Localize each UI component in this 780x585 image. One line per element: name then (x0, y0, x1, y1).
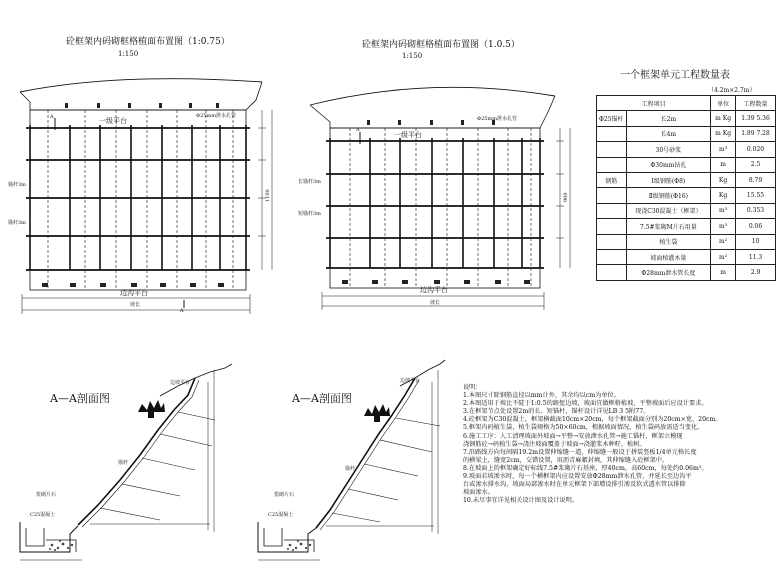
table-row (597, 234, 776, 249)
left-plan-width-label: 坡长 (130, 302, 141, 308)
right-plan-dimensions (322, 128, 570, 310)
row-unit: m³ (711, 142, 736, 157)
row-group (597, 126, 627, 141)
notes-lines (463, 392, 779, 505)
left-plan-section-mark-top: A (50, 114, 54, 120)
row-item: Φ28mm泄水管长度 (626, 265, 711, 280)
row-item: Ⅰ级钢筋(Φ8) (626, 172, 711, 187)
right-section-drawing (258, 360, 445, 560)
table-row (597, 142, 776, 157)
row-qty: 0.353 (736, 203, 776, 218)
quantity-table (596, 95, 776, 281)
row-item: 长2m (626, 111, 711, 126)
note-line: 的横梁上，缝宽2cm，交错设置，用沥青麻絮封填，其伸缩缝入砼框架中。 (463, 456, 669, 464)
design-notes (463, 384, 779, 505)
row-group (597, 203, 627, 218)
row-group (597, 265, 627, 280)
row-group (597, 219, 627, 234)
note-line: 2.本图适用于坡比不陡于1:0.5的路堑边坡，坡面宜做框格植坡，平整坡面后应设计要求。 (463, 400, 708, 408)
right-plan-height-dim: 900 (563, 192, 569, 202)
left-plan-scale: 1:150 (118, 50, 139, 58)
right-plan-anchor-lines (350, 128, 531, 288)
quantity-table-header (597, 96, 776, 111)
right-plan-drawing (310, 87, 570, 310)
row-item: 现浇C30混凝土（框架） (626, 203, 711, 218)
right-plan-anchor-label: 长锚杆3m (298, 179, 321, 185)
left-section-anchors (100, 412, 215, 520)
row-qty: 11.3 (736, 249, 776, 264)
left-plan-height-dim: 1100 (265, 189, 271, 202)
right-plan-scale: 1:150 (402, 52, 423, 60)
row-item: 长4m (626, 126, 711, 141)
right-section-label-b: 锚杆 (345, 466, 356, 472)
row-group: 钢筋 (597, 172, 627, 187)
row-unit: m² (711, 249, 736, 264)
left-section-label-c: 浆砌片石 (36, 492, 57, 498)
left-plan-section-mark-bottom: A (180, 308, 184, 314)
note-line: 3.在框架节点处设置2m的长、短锚杆，锚杆设计详见LB 3 5附77。 (463, 408, 650, 416)
right-section-title: A—A剖面图 (292, 392, 352, 405)
right-plan-section-mark-top: A (356, 127, 360, 133)
table-row (597, 249, 776, 264)
right-section-label-c: 浆砌片石 (274, 492, 295, 498)
right-section-shrub-icon (364, 404, 390, 422)
row-qty: 1.39 5.36 (736, 111, 776, 126)
row-qty: 10 (736, 234, 776, 249)
left-section-shrub-icon (138, 400, 165, 418)
row-qty: 0.06 (736, 219, 776, 234)
right-plan-platform-top: 一级平台 (394, 131, 422, 139)
left-plan-platform-bottom: 边沟平台 (120, 289, 148, 297)
right-plan-horizontal-beams (326, 141, 544, 268)
left-plan-terrain-line (20, 79, 262, 92)
left-section-label-a: 边坡平台 (170, 380, 191, 386)
row-group (597, 188, 627, 203)
row-qty: 1.89 7.28 (736, 126, 776, 141)
left-section-ditch (20, 522, 78, 552)
left-plan-anchor-lines (48, 110, 233, 290)
note-line: 浇钢筋砼→码植生袋→浇注坡面覆盖于坡面→浇灌浆木种籽，植树。 (463, 440, 646, 448)
notes-heading: 说明： (463, 384, 482, 391)
row-group (597, 234, 627, 249)
left-plan-platform-top: 一级平台 (99, 117, 127, 125)
quantity-table-title: 一个框架单元工程数量表 (620, 70, 730, 81)
note-line: 7.沿路线方向每间隔19.2m设置伸缩缝一道，伸缩缝一般设于拼装竖板1/4单元格长度 (463, 448, 697, 456)
row-unit: m Kg (711, 126, 736, 141)
row-item: Ⅱ级钢筋(Φ16) (626, 188, 711, 203)
left-plan-title: 砼框架内码砌框格植面布置图（1:0.75） (66, 37, 230, 47)
note-line: 10.未尽事宜详见相关设计图及设计说明。 (463, 497, 579, 505)
row-unit: m³ (711, 219, 736, 234)
row-unit: m² (711, 234, 736, 249)
row-group: Φ25锚杆 (597, 111, 627, 126)
row-unit: m Kg (711, 111, 736, 126)
row-unit: m (711, 157, 736, 172)
table-row (597, 172, 776, 187)
left-plan-frame-outline (30, 110, 246, 270)
note-line: 5.框架内码植生袋，植生袋规格为50×60cm，根据坡面情况，植生袋码放需适当变化。 (463, 424, 704, 432)
row-qty: 2.9 (736, 265, 776, 280)
table-row (597, 219, 776, 234)
note-line: 坡面渗水。 (463, 489, 494, 497)
note-line: 8.在坡面上的框架确定好标线7.5#浆砌片石基座，厚40cm，高60cm，每处约0.06m³。 (463, 464, 708, 472)
row-item: Φ30mm钻孔 (626, 157, 711, 172)
row-qty: 0.020 (736, 142, 776, 157)
right-plan-platform-bottom: 边沟平台 (420, 286, 448, 294)
header-unit: 单位 (711, 96, 736, 111)
right-plan-frame-outline (330, 128, 540, 268)
left-plan-horizontal-beams (26, 128, 250, 270)
row-unit: Kg (711, 172, 736, 187)
row-group (597, 157, 627, 172)
table-row (597, 111, 776, 126)
note-line: 4.砼框架为C30混凝土，框架横截面10cm×20cm，每个框架截面分别为20cm×宽，20cm。 (463, 416, 722, 424)
right-plan-anchor-label-2: 短锚杆3m (298, 211, 321, 217)
row-unit: Kg (711, 188, 736, 203)
row-item: 30号砂浆 (626, 142, 711, 157)
row-group (597, 249, 627, 264)
row-group (597, 142, 627, 157)
note-line: 台或渗水排水沟，坡面局部渗水时在单元框架下部增设排引渗及软式透水管以排除 (463, 481, 686, 489)
row-item: 坡面植灌木量 (626, 249, 711, 264)
table-row (597, 126, 776, 141)
right-plan-pipe-label: Φ25mm泄水孔管 (477, 116, 517, 122)
left-section-label-d: C25混凝土 (30, 512, 56, 518)
right-section-label-a: 边坡平台 (400, 378, 421, 384)
note-line: 1.本图尺寸除钢筋直径以mm计外，其余均以cm为单位。 (463, 392, 620, 400)
left-plan-anchor-label-2: 锚杆3m (8, 220, 26, 226)
quantity-table-unit-note: （4.2m×2.7m） (708, 87, 756, 94)
table-row (597, 203, 776, 218)
right-plan-width-label: 坡长 (430, 300, 441, 306)
left-section-label-b: 锚杆 (118, 460, 129, 466)
row-qty: 8.79 (736, 172, 776, 187)
table-row (597, 157, 776, 172)
left-plan-anchor-label: 锚杆3m (8, 182, 26, 188)
note-line: 6.施工工序：人工清理坡面外坡面→平整→安放泄水孔管→施工锚杆，框架立模现 (463, 432, 683, 440)
table-row (597, 265, 776, 280)
row-item: 植生袋 (626, 234, 711, 249)
row-unit: m (711, 265, 736, 280)
right-plan-vertical-beams (330, 138, 540, 268)
right-plan-title: 砼框架内码砌框格植面布置图（1.0.5） (362, 40, 520, 50)
right-section-ditch (258, 522, 316, 552)
right-section-label-d: C25混凝土 (268, 512, 294, 518)
row-qty: 2.5 (736, 157, 776, 172)
note-line: 9.坡面若坡渗水时，每一个横框架内应设置安放Φ28mm泄水孔管，并延长至边沟平 (463, 473, 692, 481)
table-row (597, 188, 776, 203)
left-plan-pipe-label: Φ25mm泄水孔管 (196, 113, 236, 119)
row-unit: m³ (711, 203, 736, 218)
quantity-table-body (597, 111, 776, 280)
row-item: 7.5#浆砌M片石用量 (626, 219, 711, 234)
left-section-title: A—A剖面图 (50, 392, 110, 405)
header-qty: 工程数量 (736, 96, 776, 111)
right-plan-terrain-line (310, 87, 555, 105)
row-qty: 15.55 (736, 188, 776, 203)
header-item: 工程项目 (597, 96, 711, 111)
